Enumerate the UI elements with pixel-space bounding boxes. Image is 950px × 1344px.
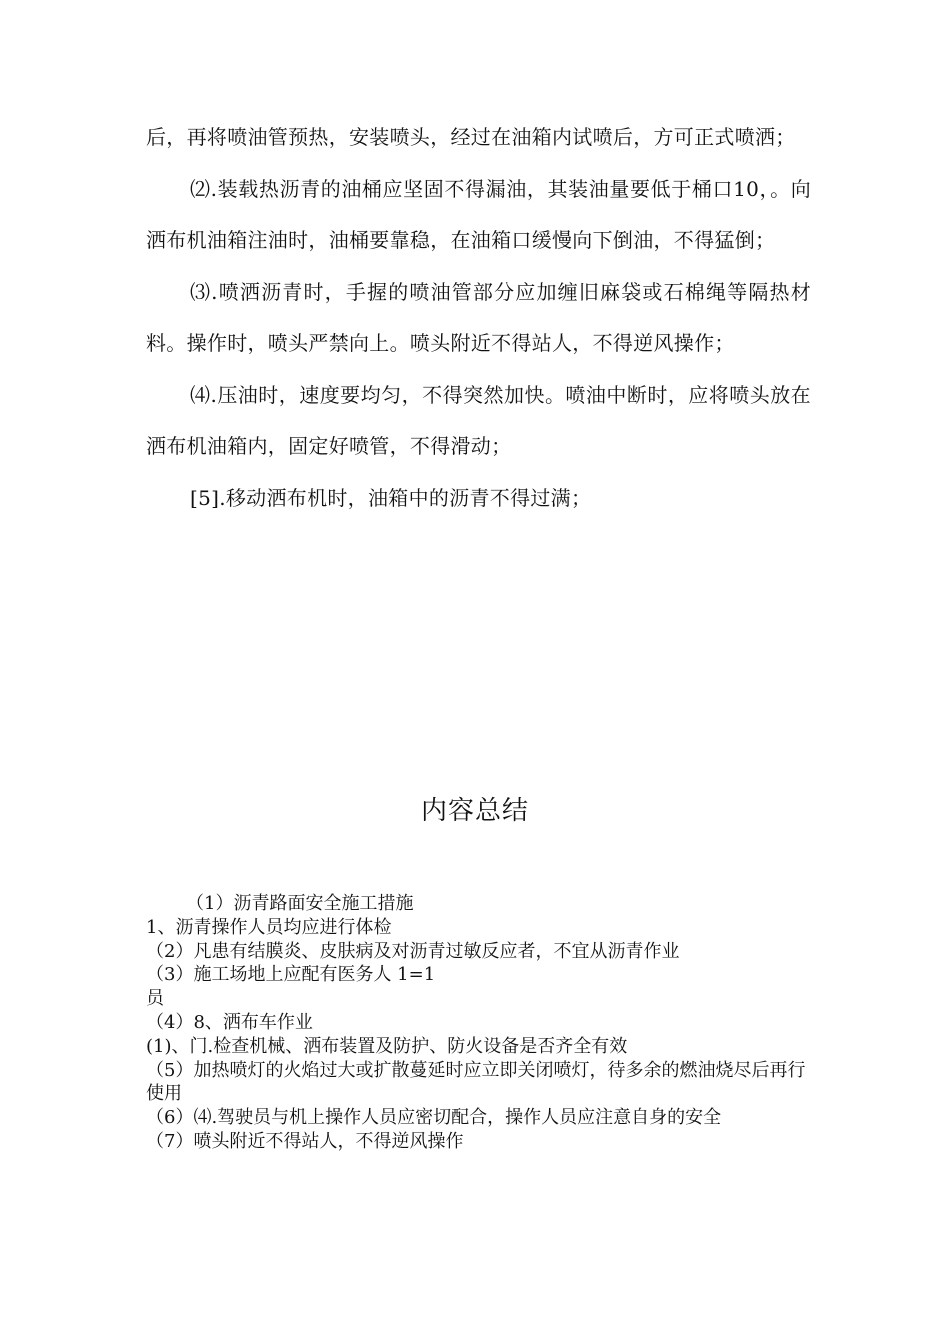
summary-line: （6）⑷.驾驶员与机上操作人员应密切配合，操作人员应注意自身的安全 xyxy=(146,1107,722,1129)
summary-list xyxy=(146,892,811,1154)
summary-line: （5）加热喷灯的火焰过大或扩散蔓延时应立即关闭喷灯，待多余的燃油烧尽后再行使用 xyxy=(146,1059,806,1105)
summary-line: (1)、门.检查机械、洒布装置及防护、防火设备是否齐全有效 xyxy=(146,1035,628,1057)
summary-line: （2）凡患有结膜炎、皮肤病及对沥青过敏反应者，不宜从沥青作业 xyxy=(146,940,680,962)
body-paragraph-3: ⑶.喷洒沥青时，手握的喷油管部分应加缠旧麻袋或石棉绳等隔热材料。操作时，喷头严禁向上。喷头附近不得站人，不得逆风操作； xyxy=(146,279,811,355)
body-text xyxy=(146,112,811,524)
body-paragraph-5: [5].移动洒布机时，油箱中的沥青不得过满； xyxy=(190,485,592,510)
summary-line: （3）施工场地上应配有医务人 1=1 xyxy=(146,964,436,986)
summary-line: 员 xyxy=(146,988,164,1010)
summary-line: （4）8、洒布车作业 xyxy=(146,1011,313,1033)
body-paragraph-continuation: 后，再将喷油管预热，安装喷头，经过在油箱内试喷后，方可正式喷洒； xyxy=(146,125,796,149)
summary-line: （7）喷头附近不得站人，不得逆风操作 xyxy=(146,1130,464,1152)
summary-line: （1）沥青路面安全施工措施 xyxy=(186,893,414,914)
summary-title: 内容总结 xyxy=(420,796,529,826)
summary-line: 1、沥青操作人员均应进行体检 xyxy=(146,916,392,938)
body-paragraph-2: ⑵.装载热沥青的油桶应坚固不得漏油，其装油量要低于桶口10，。向洒布机油箱注油时，油桶要靠稳，在油箱口缓慢向下倒油，不得猛倒； xyxy=(146,176,811,252)
body-paragraph-4: ⑷.压油时，速度要均匀，不得突然加快。喷油中断时，应将喷头放在洒布机油箱内，固定好喷管，不得滑动； xyxy=(146,382,811,458)
